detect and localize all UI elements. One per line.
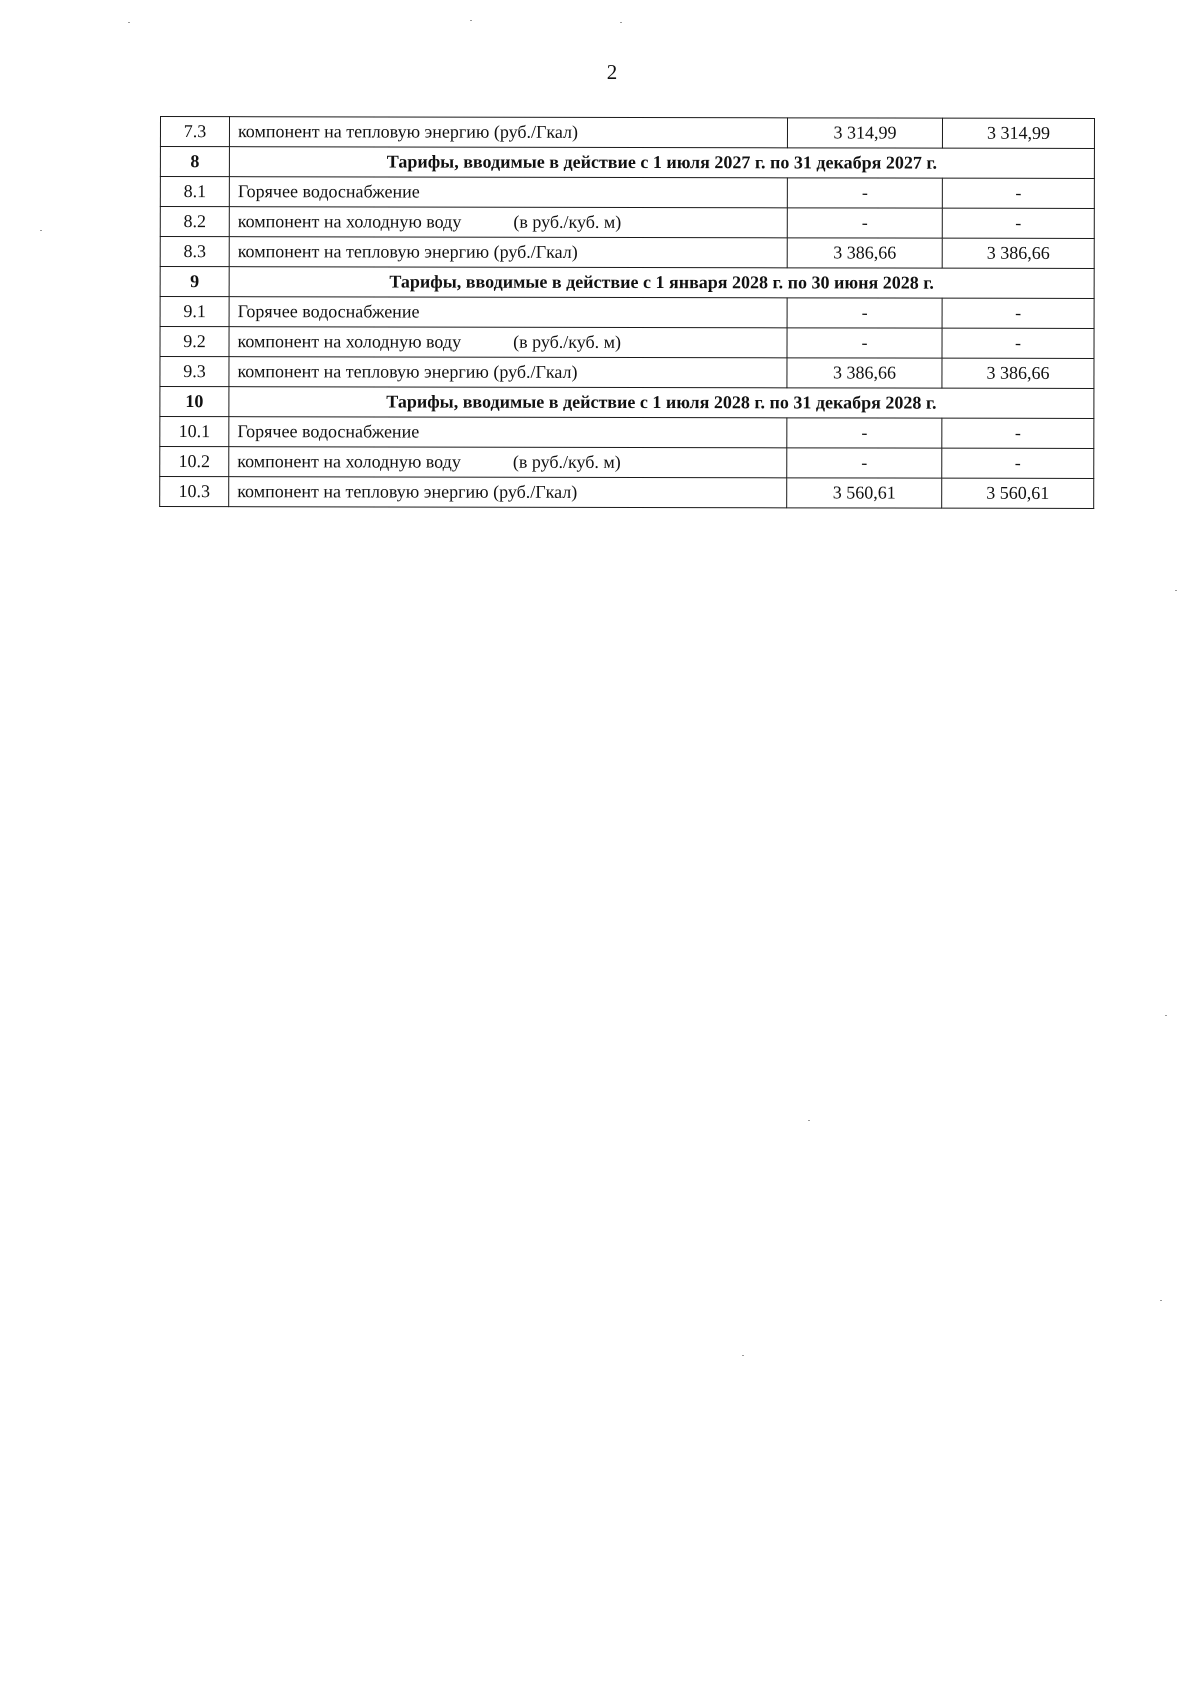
- section-number: 10: [160, 387, 229, 417]
- row-unit: (в руб./куб. м): [513, 211, 622, 232]
- table-row: [160, 207, 1094, 239]
- row-number: 10.1: [160, 417, 229, 447]
- row-value-2: -: [942, 418, 1094, 448]
- scan-speck: [620, 22, 622, 23]
- section-title: Тарифы, вводимые в действие с 1 июля 2028 г. по 31 декабря 2028 г.: [229, 387, 1094, 419]
- scan-speck: [1165, 1015, 1167, 1016]
- row-number: 8.1: [160, 177, 229, 207]
- row-name-cell: [229, 207, 787, 238]
- row-name-cell: [229, 357, 787, 388]
- row-number: 9.1: [160, 297, 229, 327]
- row-value-1: 3 386,66: [787, 238, 942, 268]
- scan-speck: [742, 1355, 744, 1356]
- row-value-1: 3 560,61: [787, 478, 942, 508]
- tariff-table-body: [160, 117, 1095, 509]
- scan-speck: [1160, 1300, 1162, 1301]
- row-unit: (в руб./куб. м): [512, 451, 621, 472]
- scan-speck: [128, 22, 130, 23]
- section-number: 9: [160, 267, 229, 297]
- row-value-1: -: [787, 298, 942, 328]
- row-value-1: -: [787, 448, 942, 478]
- table-row: [160, 297, 1094, 329]
- row-name-cell: [229, 417, 787, 448]
- section-header-row: [160, 147, 1094, 179]
- table-row: [160, 447, 1094, 479]
- row-name-cell: [229, 327, 787, 358]
- row-name: компонент на тепловую энергию (руб./Гкал): [237, 361, 578, 382]
- row-value-1: 3 386,66: [787, 358, 942, 388]
- row-number: 10.3: [160, 477, 229, 507]
- table-row: [160, 357, 1094, 389]
- row-name-cell: [229, 117, 787, 148]
- row-value-1: 3 314,99: [787, 118, 942, 148]
- row-number: 10.2: [160, 447, 229, 477]
- row-name-cell: [229, 177, 787, 208]
- row-name-cell: [229, 447, 787, 478]
- section-title: Тарифы, вводимые в действие с 1 января 2028 г. по 30 июня 2028 г.: [229, 267, 1094, 299]
- row-name: компонент на холодную воду: [237, 331, 462, 352]
- row-value-1: -: [787, 418, 942, 448]
- scan-speck: [40, 230, 42, 231]
- row-name: компонент на тепловую энергию (руб./Гкал): [237, 121, 579, 142]
- row-number: 9.2: [160, 327, 229, 357]
- row-value-1: -: [787, 178, 942, 208]
- row-value-1: -: [787, 328, 942, 358]
- row-value-2: -: [942, 178, 1094, 208]
- table-row: [160, 177, 1094, 209]
- row-value-2: -: [942, 328, 1094, 358]
- row-number: 8.3: [160, 237, 229, 267]
- section-title: Тарифы, вводимые в действие с 1 июля 2027 г. по 31 декабря 2027 г.: [229, 147, 1094, 179]
- table-row: [160, 417, 1094, 449]
- row-name: компонент на тепловую энергию (руб./Гкал): [237, 241, 578, 262]
- row-name: Горячее водоснабжение: [237, 181, 420, 202]
- row-value-1: -: [787, 208, 942, 238]
- section-header-row: [160, 387, 1094, 419]
- row-name-cell: [229, 297, 787, 328]
- row-value-2: 3 386,66: [942, 238, 1094, 268]
- row-unit: (в руб./куб. м): [513, 331, 622, 352]
- row-value-2: -: [942, 448, 1094, 478]
- row-name: компонент на холодную воду: [237, 451, 461, 472]
- row-value-2: 3 560,61: [942, 478, 1094, 508]
- section-number: 8: [160, 147, 229, 177]
- page-number: 2: [606, 60, 618, 84]
- row-value-2: 3 386,66: [942, 358, 1094, 388]
- row-number: 9.3: [160, 357, 229, 387]
- table-row: [160, 477, 1094, 509]
- scan-speck: [470, 20, 472, 21]
- table-row: [160, 117, 1094, 149]
- row-name-cell: [229, 237, 787, 268]
- row-name-cell: [229, 477, 787, 508]
- row-name: Горячее водоснабжение: [237, 421, 420, 442]
- tariff-table: [159, 116, 1095, 509]
- scan-speck: [1175, 590, 1177, 591]
- row-name: Горячее водоснабжение: [237, 301, 420, 322]
- section-header-row: [160, 267, 1094, 299]
- row-value-2: -: [942, 298, 1094, 328]
- row-name: компонент на тепловую энергию (руб./Гкал): [237, 481, 578, 502]
- row-number: 8.2: [160, 207, 229, 237]
- row-value-2: -: [942, 208, 1094, 238]
- table-row: [160, 327, 1094, 359]
- table-row: [160, 237, 1094, 269]
- scan-speck: [808, 1120, 810, 1121]
- row-number: 7.3: [160, 117, 229, 147]
- row-name: компонент на холодную воду: [237, 211, 462, 232]
- row-value-2: 3 314,99: [942, 118, 1094, 148]
